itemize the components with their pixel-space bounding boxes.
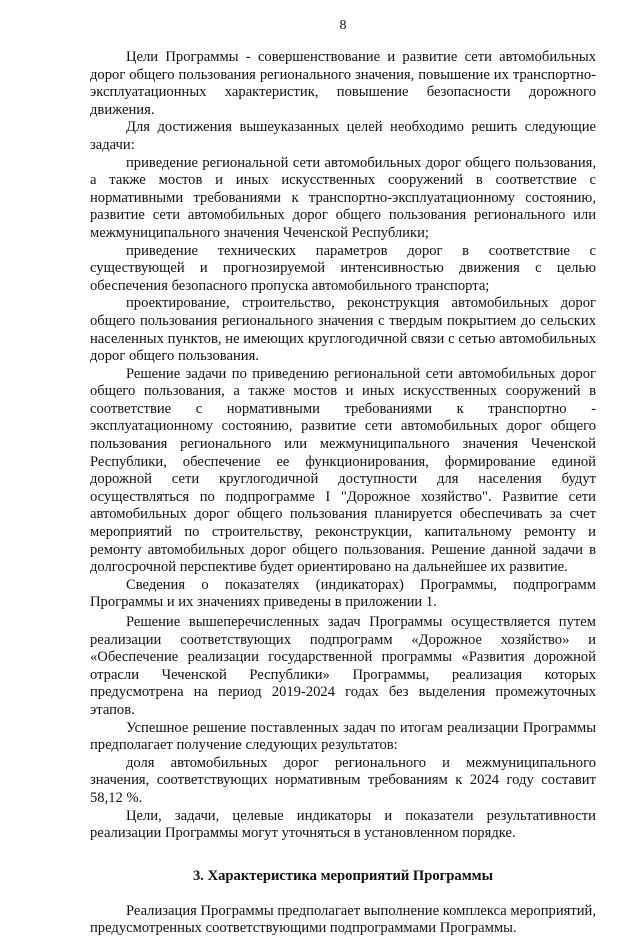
body-text-after [90,903,596,938]
page-number: 8 [339,18,347,33]
paragraph-goals: Цели Программы - совершенствование и развитие сети автомобильных дорог общего пользования регионального значения, повышение их транспортно-эксплуатационных характеристик, повышение безопасности дорожного движения. [90,49,596,118]
paragraph-activities: Реализация Программы предполагает выполнение комплекса мероприятий, предусмотренных соответствующими подпрограммами Программы. [90,902,596,937]
paragraph-result-share: доля автомобильных дорог регионального и межмуниципального значения, соответствующих нормативным требованиям к 2024 году составит 58,12 %. [90,754,596,806]
paragraph-indicators: Сведения о показателях (индикаторах) Программы, подпрограмм Программы и их значениях приведены в приложении 1. [90,576,596,611]
paragraph-task-3: проектирование, строительство, реконструкция автомобильных дорог общего пользования регионального значения с твердым покрытием до сельских населенных пунктов, не имеющих круглогодичной связи с сетью автомобильных дорог общего пользования. [90,295,596,365]
paragraph-expected-results: Успешное решение поставленных задач по итогам реализации Программы предполагает получение следующих результатов: [90,719,596,754]
paragraph-task-2: приведение технических параметров дорог в соответствие с существующей и прогнозируемой интенсивностью движения с целью обеспечения безопасного пропуска автомобильного транспорта; [90,242,596,294]
paragraph-tasks-intro: Для достижения вышеуказанных целей необходимо решить следующие задачи: [90,119,596,153]
paragraph-clarification: Цели, задачи, целевые индикаторы и показатели результативности реализации Программы могут уточняться в установленном порядке. [90,807,596,842]
body-text-before [90,49,596,843]
paragraph-task-1: приведение региональной сети автомобильных дорог общего пользования, а также мостов и иных искусственных сооружений в соответствие с нормативными требованиями к транспортно-эксплуатационному состоянию, развитие сети автомобильных дорог общего пользования регионального или межмуниципального значения Чеченской Республики; [90,154,596,241]
paragraph-solution: Решение задачи по приведению региональной сети автомобильных дорог общего пользования, а также мостов и иных искусственных сооружений в соответствие с нормативными требованиями к транспортно - эксплуатационному состоянию, развитие сети автомобильных дорог общего пользования регионального или межмуниципального значения Чеченской Республики, обеспечение ее функционирования, формирование единой дорожной сети круглогодичной доступности для населения будут осуществляться по подпрограмме I "Дорожное хозяйство". Развитие сети автомобильных дорог общего пользования планируется обеспечивать за счет мероприятий по строительству, реконструкции, капитальному ремонту и ремонту автомобильных дорог общего пользования. Решение данной задачи в долгосрочной перспективе будет ориентировано на дальнейшее их развитие. [90,365,596,576]
paragraph-implementation: Решение вышеперечисленных задач Программы осуществляется путем реализации соответствующих подпрограмм «Дорожное хозяйство» и «Обеспечение реализации государственной программы «Развития дорожной отрасли Чеченской Республики» Программы, реализация которых предусмотрена на период 2019-2024 годах без выделения промежуточных этапов. [90,614,596,718]
section-heading: 3. Характеристика мероприятий Программы [193,867,493,884]
